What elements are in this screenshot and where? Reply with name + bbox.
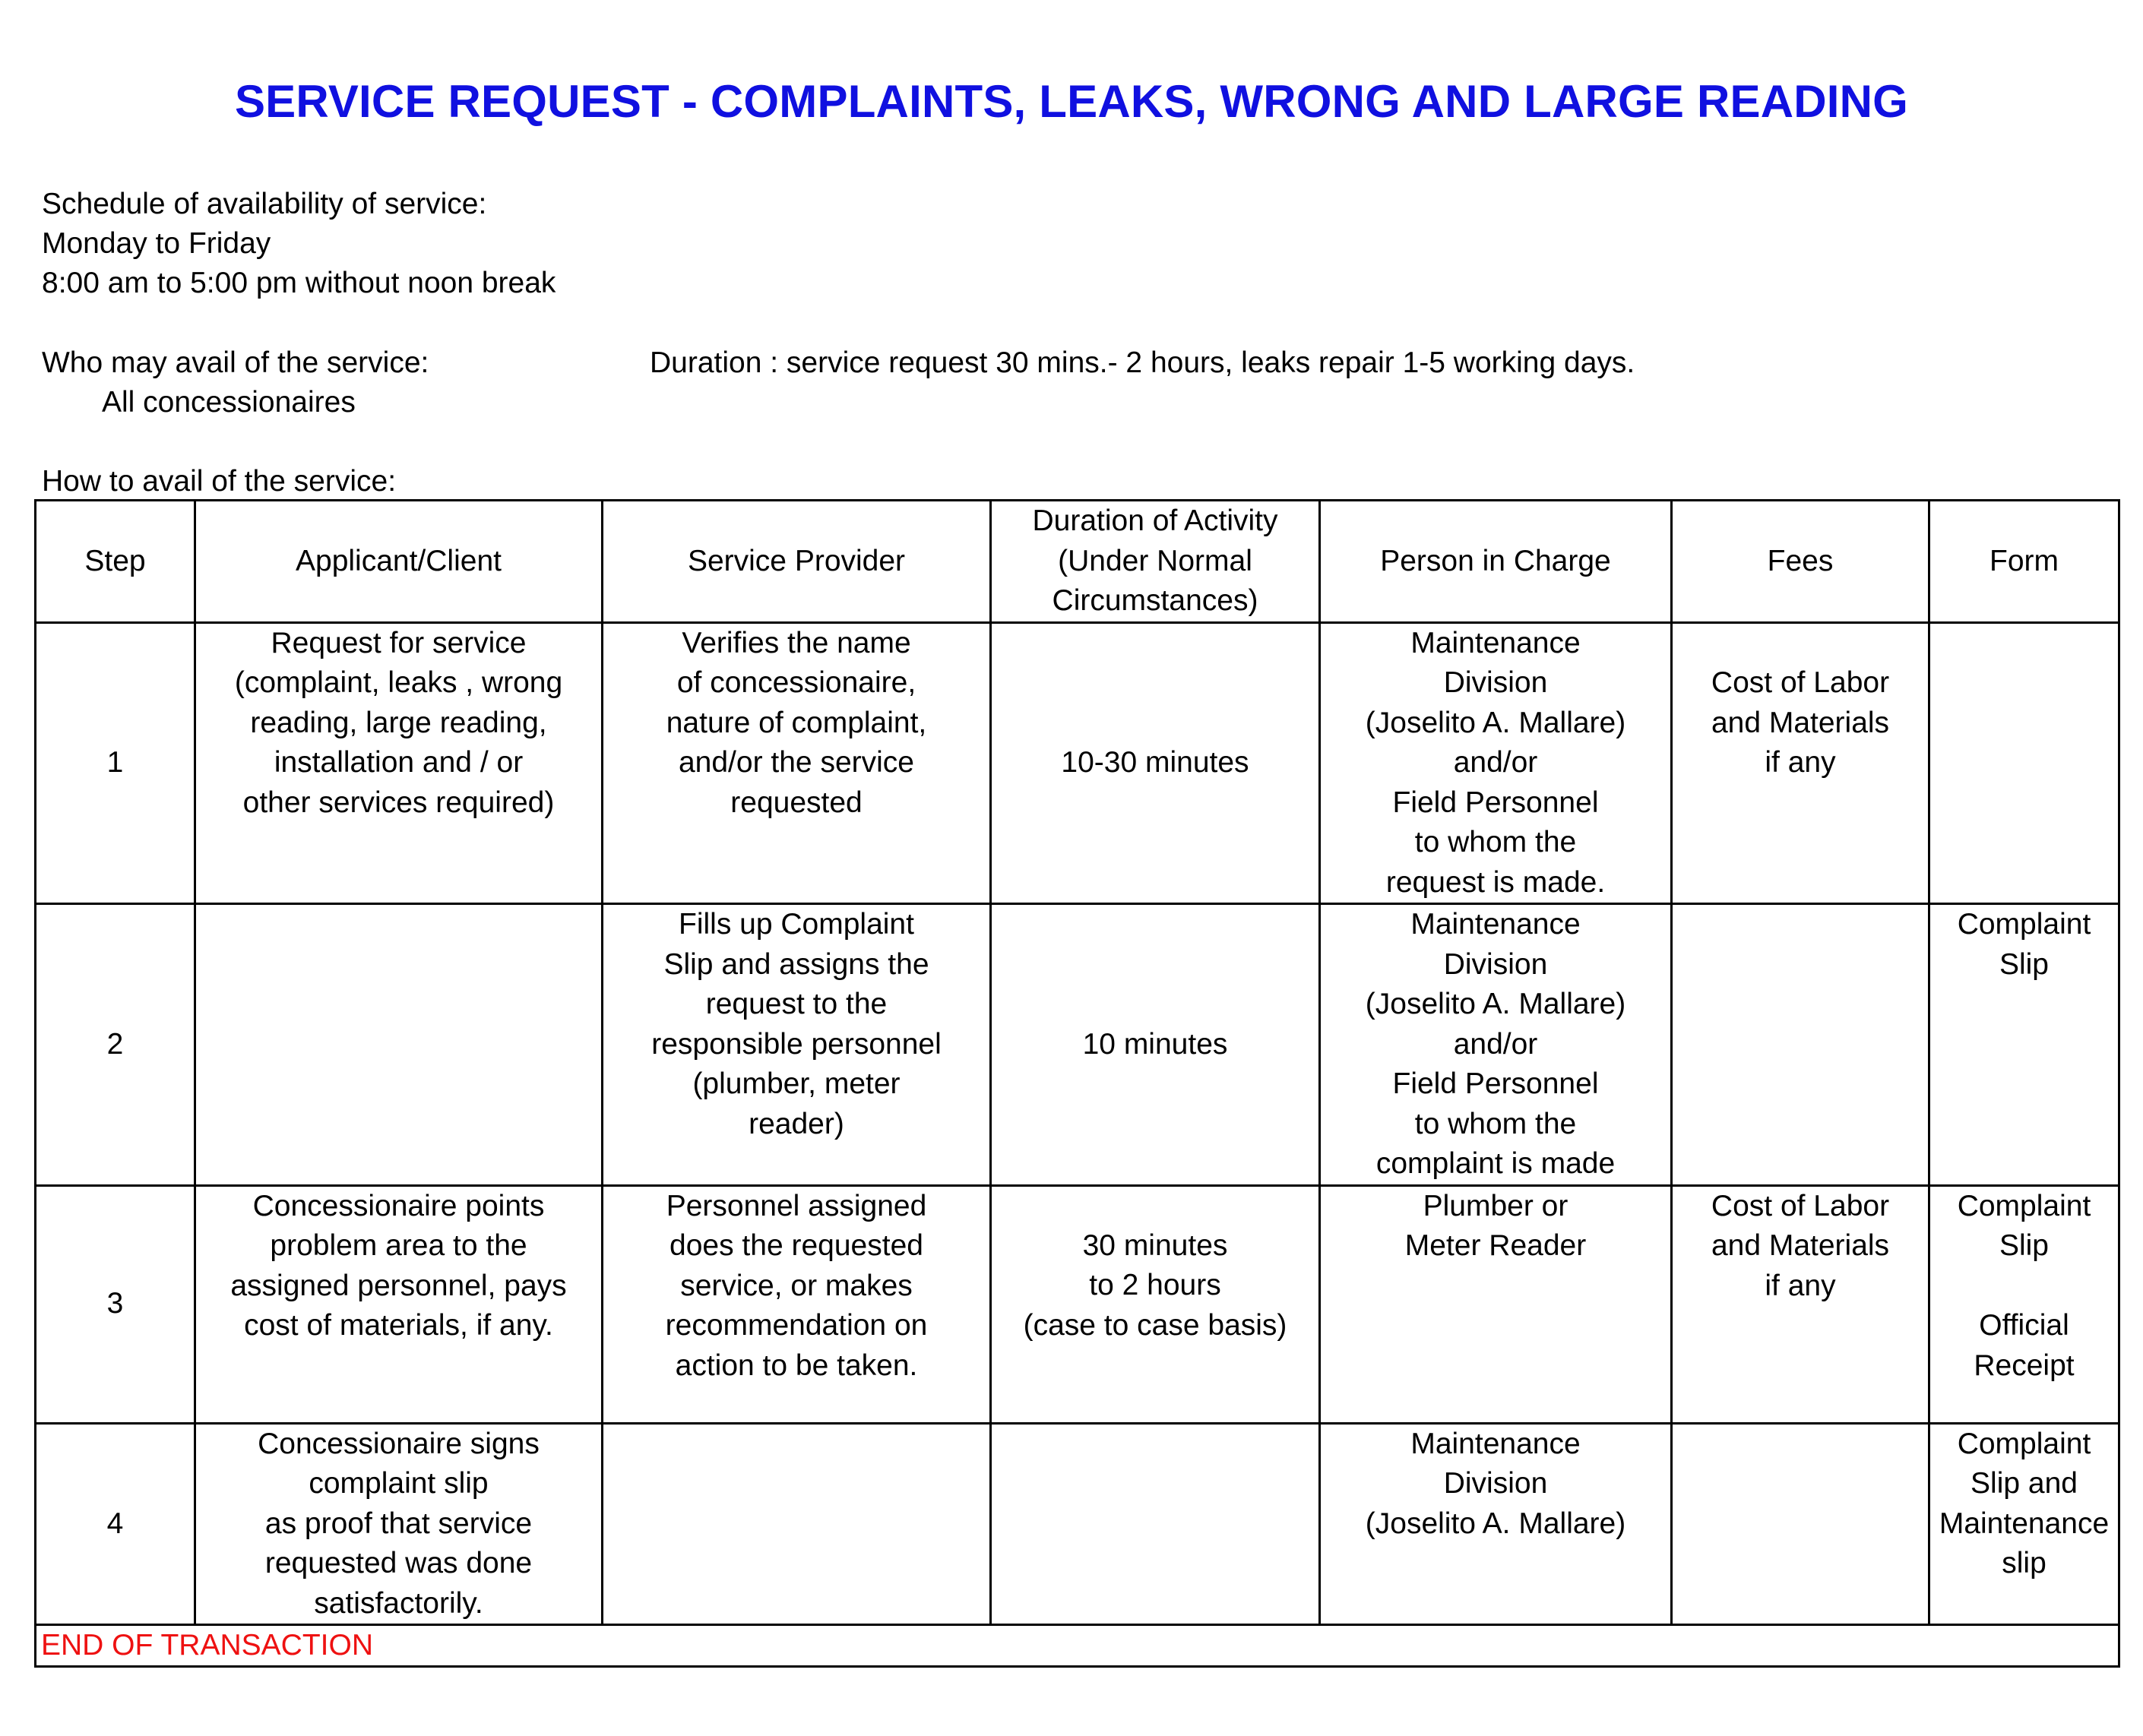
duration-cell: 10-30 minutes (991, 622, 1320, 904)
duration-cell: 10 minutes (991, 904, 1320, 1186)
table-row (36, 622, 2119, 904)
person-cell: Maintenance Division (Joselito A. Mallare) and/or Field Personnel to whom the complaint is made (1320, 904, 1672, 1186)
table-row (36, 1423, 2119, 1625)
person-cell: Maintenance Division (Joselito A. Mallare) (1320, 1423, 1672, 1625)
header-form: Form (1929, 501, 2119, 623)
how-heading: How to avail of the service: (42, 465, 397, 498)
provider-cell (603, 1423, 991, 1625)
header-applicant: Applicant/Client (195, 501, 603, 623)
step-number: 2 (36, 904, 195, 1186)
end-row (36, 1625, 2119, 1667)
page-title: SERVICE REQUEST - COMPLAINTS, LEAKS, WRONG AND LARGE READING (234, 76, 1909, 127)
provider-cell: Personnel assigned does the requested service, or makes recommendation on action to be taken. (603, 1185, 991, 1423)
applicant-cell: Request for service (complaint, leaks , wrong reading, large reading, installation and / or other services required) (195, 622, 603, 904)
step-number: 1 (36, 622, 195, 904)
who-heading: Who may avail of the service: (42, 346, 429, 379)
step-number: 3 (36, 1185, 195, 1423)
duration-cell: 30 minutes to 2 hours (case to case basis) (991, 1185, 1320, 1423)
fees-cell (1672, 904, 1929, 1186)
header-fees: Fees (1672, 501, 1929, 623)
fees-cell: Cost of Labor and Materials if any (1672, 622, 1929, 904)
provider-cell: Verifies the name of concessionaire, nature of complaint, and/or the service requested (603, 622, 991, 904)
steps-table (34, 499, 2120, 1668)
schedule-days: Monday to Friday (42, 227, 271, 260)
header-step: Step (36, 501, 195, 623)
table-header-row (36, 501, 2119, 623)
form-cell: Complaint Slip and Maintenance slip (1929, 1423, 2119, 1625)
header-provider: Service Provider (603, 501, 991, 623)
table-row (36, 904, 2119, 1186)
person-cell: Maintenance Division (Joselito A. Mallare) and/or Field Personnel to whom the request is made. (1320, 622, 1672, 904)
fees-cell (1672, 1423, 1929, 1625)
duration-note: Duration : service request 30 mins.- 2 hours, leaks repair 1-5 working days. (650, 346, 1635, 379)
applicant-cell: Concessionaire points problem area to the assigned personnel, pays cost of materials, if any. (195, 1185, 603, 1423)
who-value: All concessionaires (102, 386, 356, 419)
step-number: 4 (36, 1423, 195, 1625)
duration-cell (991, 1423, 1320, 1625)
applicant-cell: Concessionaire signs complaint slip as proof that service requested was done satisfactorily. (195, 1423, 603, 1625)
provider-cell: Fills up Complaint Slip and assigns the request to the responsible personnel (plumber, meter reader) (603, 904, 991, 1186)
fees-cell: Cost of Labor and Materials if any (1672, 1185, 1929, 1423)
end-of-transaction-label: END OF TRANSACTION (36, 1625, 2119, 1667)
table-row (36, 1185, 2119, 1423)
person-cell: Plumber or Meter Reader (1320, 1185, 1672, 1423)
form-cell: Complaint Slip Official Receipt (1929, 1185, 2119, 1423)
form-cell: Complaint Slip (1929, 904, 2119, 1186)
form-cell (1929, 622, 2119, 904)
schedule-hours: 8:00 am to 5:00 pm without noon break (42, 267, 556, 299)
schedule-heading: Schedule of availability of service: (42, 188, 487, 220)
applicant-cell (195, 904, 603, 1186)
header-person: Person in Charge (1320, 501, 1672, 623)
header-duration: Duration of Activity (Under Normal Circumstances) (991, 501, 1320, 623)
